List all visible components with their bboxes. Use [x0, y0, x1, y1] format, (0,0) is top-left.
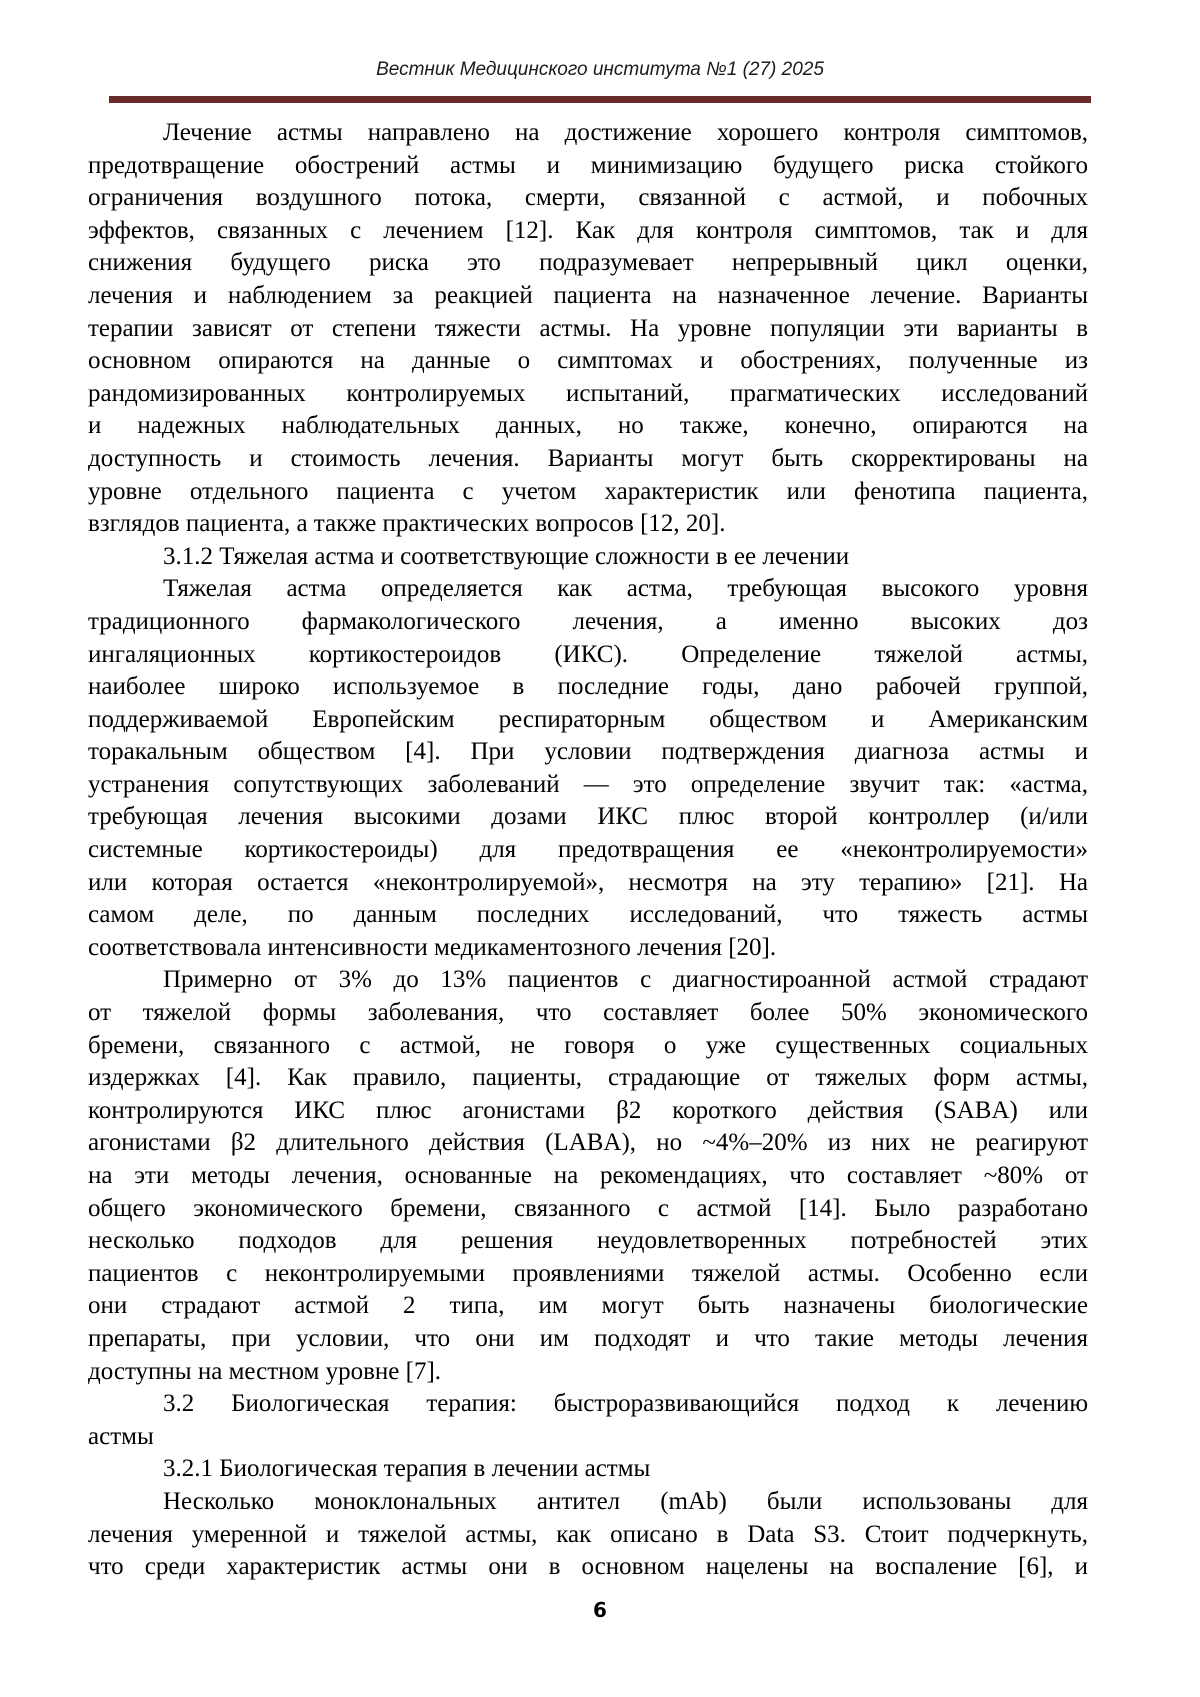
text-line: агонистами β2 длительного действия (LABA), но ~4%–20% из них не реагируют: [88, 1129, 1088, 1157]
page-footer: [0, 1598, 1200, 1622]
text-line: на эти методы лечения, основанные на рекомендациях, что составляет ~80% от: [88, 1162, 1088, 1189]
text-line: устранения сопутствующих заболеваний — это определение звучит так: «астма,: [88, 770, 1088, 798]
paragraph: [88, 964, 1088, 1388]
page-number: 6: [593, 1598, 607, 1622]
text-line: несколько подходов для решения неудовлетворенных потребностей этих: [88, 1227, 1088, 1255]
text-line: доступность и стоимость лечения. Варианты могут быть скорректированы на: [88, 444, 1088, 472]
text-line: контролируются ИКС плюс агонистами β2 короткого действия (SABA) или: [88, 1096, 1088, 1124]
paragraph: [88, 541, 1088, 574]
text-line: 3.2 Биологическая терапия: быстроразвивающийся подход к лечению: [163, 1390, 1088, 1418]
text-line: ингаляционных кортикостероидов (ИКС). Определение тяжелой астмы,: [88, 640, 1088, 668]
journal-header: [0, 58, 1200, 82]
text-line: доступны на местном уровне [7].: [88, 1357, 442, 1385]
text-line: лечения и наблюдением за реакцией пациента на назначенное лечение. Варианты: [88, 281, 1088, 309]
article-body: [88, 117, 1088, 1584]
header-rule: [109, 96, 1091, 103]
text-line: они страдают астмой 2 типа, им могут быть назначены биологические: [88, 1292, 1088, 1320]
text-line: от тяжелой формы заболевания, что составляет более 50% экономического: [88, 999, 1088, 1027]
text-line: взглядов пациента, а также практических вопросов [12, 20].: [88, 510, 726, 538]
text-line: Примерно от 3% до 13% пациентов с диагностироанной астмой страдают: [163, 966, 1088, 994]
text-line: издержках [4]. Как правило, пациенты, страдающие от тяжелых форм астмы,: [88, 1064, 1088, 1092]
text-line: 3.1.2 Тяжелая астма и соответствующие сложности в ее лечении: [163, 542, 850, 570]
text-line: ограничения воздушного потока, смерти, связанной с астмой, и побочных: [88, 184, 1088, 212]
paragraph: [88, 1388, 1088, 1453]
paragraph: [88, 1453, 1088, 1486]
text-line: что среди характеристик астмы они в основном нацелены на воспаление [6], и: [88, 1553, 1088, 1581]
text-line: рандомизированных контролируемых испытаний, прагматических исследований: [88, 379, 1088, 407]
text-line: поддерживаемой Европейским респираторным обществом и Американским: [88, 705, 1088, 733]
text-line: Лечение астмы направлено на достижение хорошего контроля симптомов,: [163, 119, 1088, 146]
text-line: общего экономического бремени, связанного с астмой [14]. Было разработано: [88, 1194, 1088, 1222]
paragraph: [88, 573, 1088, 964]
text-line: терапии зависят от степени тяжести астмы. На уровне популяции эти варианты в: [88, 314, 1088, 342]
text-line: требующая лечения высокими дозами ИКС плюс второй контроллер (и/или: [88, 803, 1088, 831]
text-line: соответствовала интенсивности медикаментозного лечения [20].: [88, 933, 777, 961]
text-line: самом деле, по данным последних исследований, что тяжесть астмы: [88, 901, 1088, 929]
text-line: 3.2.1 Биологическая терапия в лечении астмы: [163, 1455, 651, 1483]
paragraph: [88, 117, 1088, 541]
text-line: уровне отдельного пациента с учетом характеристик или фенотипа пациента,: [88, 477, 1088, 505]
text-line: или которая остается «неконтролируемой», несмотря на эту терапию» [21]. На: [88, 868, 1088, 896]
text-line: наиболее широко используемое в последние годы, дано рабочей группой,: [88, 673, 1088, 701]
text-line: системные кортикостероиды) для предотвращения ее «неконтролируемости»: [88, 836, 1088, 864]
text-line: предотвращение обострений астмы и минимизацию будущего риска стойкого: [88, 151, 1088, 179]
text-line: пациентов с неконтролируемыми проявлениями тяжелой астмы. Особенно если: [88, 1259, 1088, 1287]
text-line: лечения умеренной и тяжелой астмы, как описано в Data S3. Стоит подчеркнуть,: [88, 1520, 1088, 1548]
text-line: астмы: [88, 1422, 154, 1450]
text-line: торакальным обществом [4]. При условии подтверждения диагноза астмы и: [88, 738, 1088, 766]
text-line: препараты, при условии, что они им подходят и что такие методы лечения: [88, 1324, 1088, 1352]
paragraph: [88, 1486, 1088, 1584]
text-line: традиционного фармакологического лечения, а именно высоких доз: [88, 607, 1088, 635]
text-line: Несколько моноклональных антител (mAb) были использованы для: [163, 1487, 1088, 1515]
text-line: эффектов, связанных с лечением [12]. Как для контроля симптомов, так и для: [88, 216, 1088, 244]
text-line: и надежных наблюдательных данных, но также, конечно, опираются на: [88, 412, 1088, 440]
text-line: снижения будущего риска это подразумевает непрерывный цикл оценки,: [88, 249, 1088, 277]
text-line: бремени, связанного с астмой, не говоря о уже существенных социальных: [88, 1031, 1088, 1059]
text-line: Тяжелая астма определяется как астма, требующая высокого уровня: [163, 575, 1088, 603]
journal-title: Вестник Медицинского института №1 (27) 2025: [376, 59, 824, 80]
text-line: основном опираются на данные о симптомах и обострениях, полученные из: [88, 347, 1088, 375]
